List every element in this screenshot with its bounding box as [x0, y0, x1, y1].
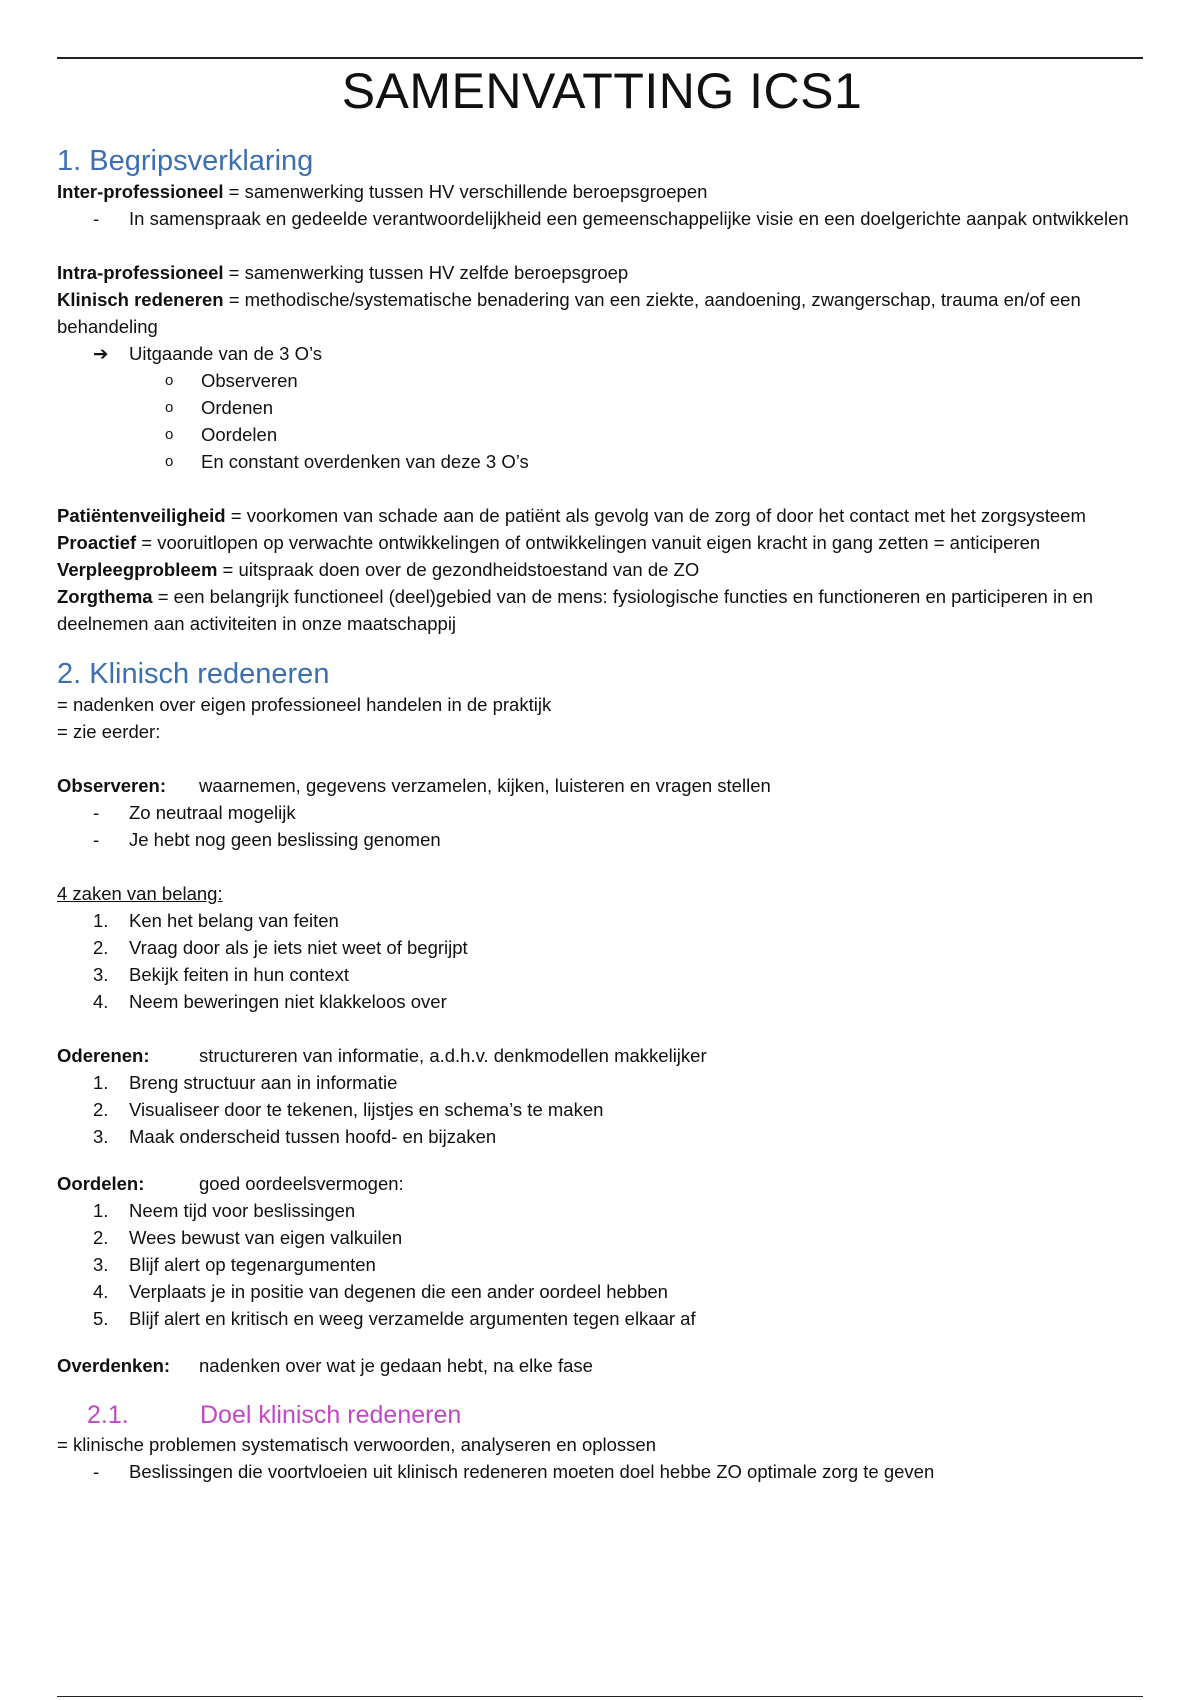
numbered-item: [57, 1278, 1147, 1305]
term: Overdenken:: [57, 1355, 171, 1376]
term-def: nadenken over wat je gedaan hebt, na elke fase: [199, 1355, 593, 1376]
term-def: = uitspraak doen over de gezondheidstoestand van de ZO: [217, 559, 700, 580]
circle-bullet-icon: o: [165, 399, 174, 416]
circle-item: [57, 367, 1147, 394]
term-def: = een belangrijk functioneel (deel)gebied van de mens: fysiologische functies en functioneren en participeren in en deelnemen aan activiteiten in onze maatschappij: [57, 586, 1094, 634]
definition-zorgthema: [57, 583, 1147, 637]
numbered-item-text: Breng structuur aan in informatie: [129, 1072, 398, 1093]
numbered-item-text: Verplaats je in positie van degenen die een ander oordeel hebben: [129, 1281, 668, 1302]
circle-item-text: Oordelen: [201, 424, 278, 445]
numbered-item: [57, 988, 1147, 1015]
numbered-item: [57, 1251, 1147, 1278]
circle-item-text: Observeren: [201, 370, 298, 391]
overdenken-row: [57, 1352, 1147, 1379]
term-def: structureren van informatie, a.d.h.v. denkmodellen makkelijker: [199, 1045, 707, 1066]
definition-inter: [57, 178, 1147, 205]
numbered-item-text: Neem tijd voor beslissingen: [129, 1200, 356, 1221]
item-number: 2.: [93, 1227, 109, 1248]
bullet-item: - Je hebt nog geen beslissing genomen: [57, 826, 1147, 853]
arrow-item-text: Uitgaande van de 3 O’s: [129, 343, 323, 364]
definition-klinisch: [57, 286, 1147, 340]
section-2-1-heading: [57, 1399, 1147, 1431]
numbered-item-text: Visualiseer door te tekenen, lijstjes en schema’s te maken: [129, 1099, 604, 1120]
item-number: 1.: [93, 1072, 109, 1093]
arrow-item: [57, 340, 1147, 367]
term-def: = methodische/systematische benadering van een ziekte, aandoening, zwangerschap, trauma en/of een behandeling: [57, 289, 1081, 337]
item-number: 3.: [93, 964, 109, 985]
section-2-line: = nadenken over eigen professioneel handelen in de praktijk: [57, 694, 552, 715]
section-1-heading: 1. Begripsverklaring: [57, 145, 314, 177]
item-number: 2.: [93, 937, 109, 958]
numbered-item: [57, 1096, 1147, 1123]
section-2-1-line: = klinische problemen systematisch verwoorden, analyseren en oplossen: [57, 1434, 657, 1455]
section-2-line: = zie eerder:: [57, 721, 161, 742]
arrow-right-icon: ➔: [93, 343, 109, 364]
term: Verpleegprobleem: [57, 559, 218, 580]
term: Inter-professioneel: [57, 181, 224, 202]
numbered-item: [57, 934, 1147, 961]
bullet-item: - Zo neutraal mogelijk: [57, 799, 1147, 826]
section-2-heading: 2. Klinisch redeneren: [57, 658, 330, 690]
item-number: 3.: [93, 1126, 109, 1147]
term-def: = samenwerking tussen HV verschillende beroepsgroepen: [223, 181, 708, 202]
item-number: 1.: [93, 1200, 109, 1221]
circle-item: [57, 448, 1147, 475]
ordenen-row: [57, 1042, 1147, 1069]
item-number: 2.: [93, 1099, 109, 1120]
definition-patientenveiligheid: [57, 502, 1147, 529]
page-title: SAMENVATTING ICS1: [341, 63, 863, 119]
observeren-row: [57, 772, 1147, 799]
oordelen-row: [57, 1170, 1147, 1197]
document: [57, 60, 1147, 1485]
circle-item-text: Ordenen: [201, 397, 273, 418]
numbered-item: [57, 1069, 1147, 1096]
definition-proactief: [57, 529, 1147, 556]
numbered-item: [57, 907, 1147, 934]
numbered-item: [57, 1123, 1147, 1150]
item-number: 4.: [93, 991, 109, 1012]
numbered-item: [57, 1224, 1147, 1251]
term: Proactief: [57, 532, 137, 553]
numbered-item-text: Blijf alert op tegenargumenten: [129, 1254, 376, 1275]
numbered-item-text: Bekijk feiten in hun context: [129, 964, 350, 985]
circle-item: [57, 394, 1147, 421]
numbered-item-text: Vraag door als je iets niet weet of begrijpt: [129, 937, 468, 958]
term-def: = vooruitlopen op verwachte ontwikkelingen of ontwikkelingen vanuit eigen kracht in gang zetten = anticiperen: [136, 532, 1041, 553]
circle-item-text: En constant overdenken van deze 3 O’s: [201, 451, 529, 472]
numbered-item: [57, 961, 1147, 988]
term-def: waarnemen, gegevens verzamelen, kijken, luisteren en vragen stellen: [199, 775, 771, 796]
top-rule: [57, 57, 1143, 59]
bullet-item: - In samenspraak en gedeelde verantwoordelijkheid een gemeenschappelijke visie en een doelgerichte aanpak ontwikkelen: [57, 205, 1147, 232]
definition-intra: [57, 259, 1147, 286]
term-def: goed oordeelsvermogen:: [199, 1173, 404, 1194]
term: Observeren:: [57, 775, 166, 796]
definition-verpleegprobleem: [57, 556, 1147, 583]
item-number: 3.: [93, 1254, 109, 1275]
section-number: 2.1.: [87, 1401, 129, 1429]
zaken-heading: 4 zaken van belang:: [57, 883, 223, 904]
numbered-item-text: Ken het belang van feiten: [129, 910, 339, 931]
numbered-item: [57, 1305, 1147, 1332]
term-def: = voorkomen van schade aan de patiënt als gevolg van de zorg of door het contact met het zorgsysteem: [225, 505, 1086, 526]
item-number: 1.: [93, 910, 109, 931]
item-number: 5.: [93, 1308, 109, 1329]
numbered-item-text: Maak onderscheid tussen hoofd- en bijzaken: [129, 1126, 497, 1147]
numbered-item-text: Neem beweringen niet klakkeloos over: [129, 991, 447, 1012]
term: Oordelen:: [57, 1173, 145, 1194]
circle-item: [57, 421, 1147, 448]
circle-bullet-icon: o: [165, 426, 174, 443]
numbered-item: [57, 1197, 1147, 1224]
numbered-item-text: Blijf alert en kritisch en weeg verzamelde argumenten tegen elkaar af: [129, 1308, 696, 1329]
bottom-rule: [57, 1696, 1143, 1697]
item-number: 4.: [93, 1281, 109, 1302]
term: Intra-professioneel: [57, 262, 224, 283]
circle-bullet-icon: o: [165, 453, 174, 470]
term: Klinisch redeneren: [57, 289, 224, 310]
section-title: Doel klinisch redeneren: [200, 1401, 462, 1429]
numbered-item-text: Wees bewust van eigen valkuilen: [129, 1227, 403, 1248]
circle-bullet-icon: o: [165, 372, 174, 389]
term: Patiëntenveiligheid: [57, 505, 226, 526]
term: Oderenen:: [57, 1045, 150, 1066]
term: Zorgthema: [57, 586, 153, 607]
bullet-item: - Beslissingen die voortvloeien uit klinisch redeneren moeten doel hebbe ZO optimale zorg te geven: [57, 1458, 1147, 1485]
term-def: = samenwerking tussen HV zelfde beroepsgroep: [223, 262, 629, 283]
